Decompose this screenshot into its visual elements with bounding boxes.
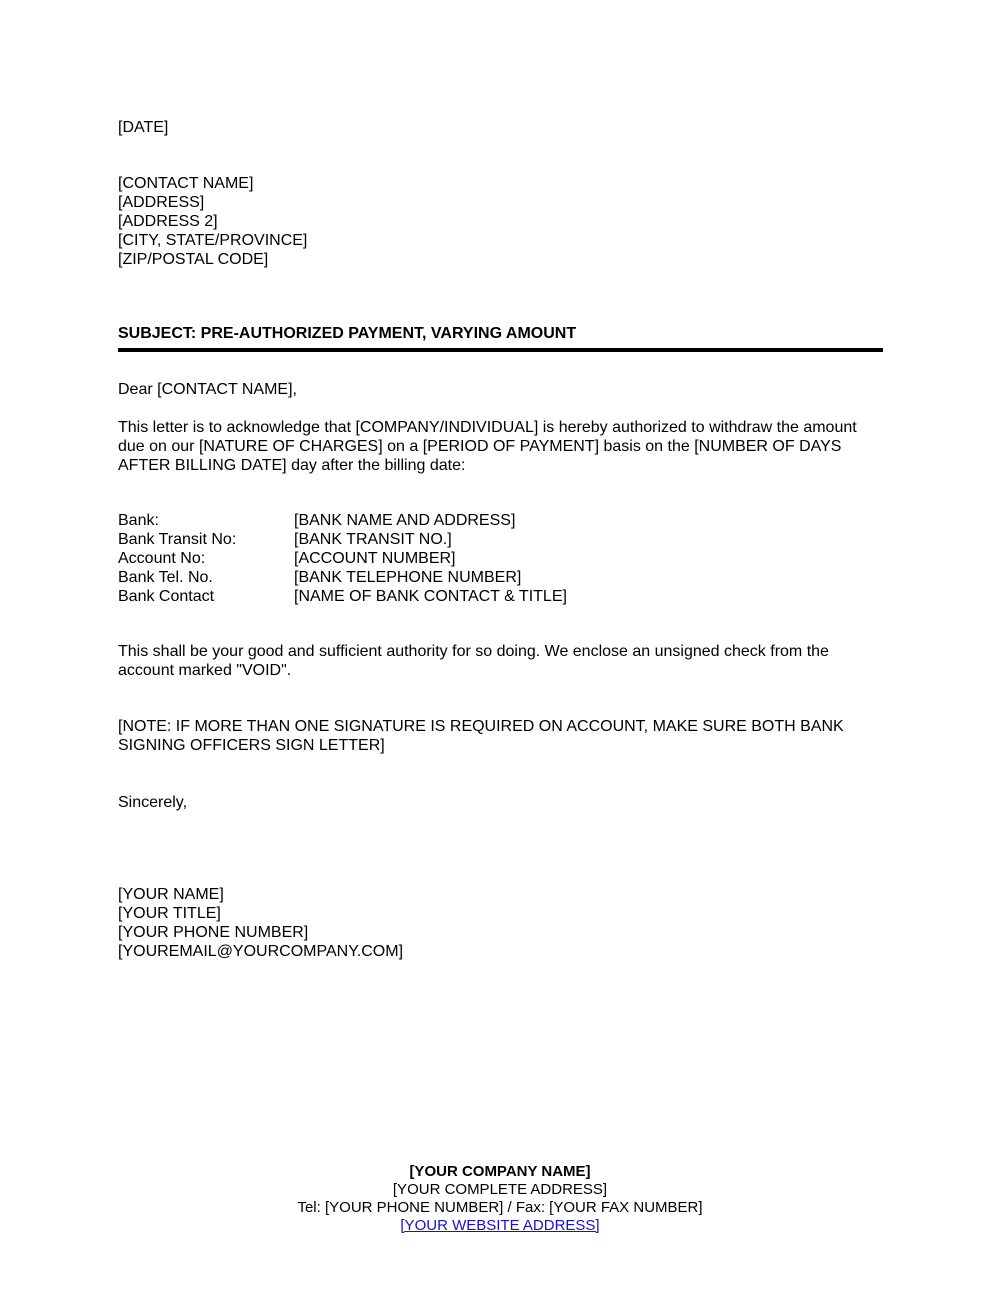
footer-website-link[interactable]: [YOUR WEBSITE ADDRESS] (400, 1217, 600, 1234)
bank-value: [BANK TRANSIT NO.] (294, 531, 452, 548)
paragraph-line: account marked "VOID". (118, 662, 292, 679)
letter-date: [DATE] (118, 119, 169, 136)
bank-value: [ACCOUNT NUMBER] (294, 550, 456, 567)
closing: Sincerely, (118, 794, 188, 811)
recipient-zip: [ZIP/POSTAL CODE] (118, 251, 269, 268)
bank-label: Bank Contact (118, 588, 215, 605)
recipient-contact-name: [CONTACT NAME] (118, 175, 254, 192)
recipient-address (118, 174, 888, 269)
bank-label: Bank: (118, 512, 159, 529)
bank-row (118, 587, 888, 606)
recipient-address2-line: [ADDRESS 2] (118, 213, 218, 230)
bank-label: Bank Transit No: (118, 531, 237, 548)
signature-name: [YOUR NAME] (118, 886, 224, 903)
note-line: [NOTE: IF MORE THAN ONE SIGNATURE IS REQUIRED ON ACCOUNT, MAKE SURE BOTH BANK (118, 718, 844, 735)
bank-row (118, 549, 888, 568)
signature-note (118, 717, 888, 755)
subject-divider (118, 348, 883, 352)
footer-address: [YOUR COMPLETE ADDRESS] (392, 1181, 608, 1198)
paragraph-line: AFTER BILLING DATE] day after the billing date: (118, 457, 466, 474)
note-line: SIGNING OFFICERS SIGN LETTER] (118, 737, 385, 754)
salutation: Dear [CONTACT NAME], (118, 381, 297, 398)
bank-value: [BANK NAME AND ADDRESS] (294, 512, 516, 529)
bank-row (118, 511, 888, 530)
letter-subject: SUBJECT: PRE-AUTHORIZED PAYMENT, VARYING AMOUNT (118, 325, 577, 342)
bank-details (118, 511, 888, 606)
bank-row (118, 530, 888, 549)
signature-email: [YOUREMAIL@YOURCOMPANY.COM] (118, 943, 404, 960)
bank-value: [NAME OF BANK CONTACT & TITLE] (294, 588, 567, 605)
recipient-address-line: [ADDRESS] (118, 194, 205, 211)
paragraph-line: This shall be your good and sufficient authority for so doing. We enclose an unsigned check from the (118, 643, 829, 660)
bank-label: Account No: (118, 550, 206, 567)
bank-label: Bank Tel. No. (118, 569, 213, 586)
bank-row (118, 568, 888, 587)
footer-company-name: [YOUR COMPANY NAME] (409, 1163, 591, 1180)
letterhead-footer (0, 1163, 1000, 1235)
signature-block (118, 885, 888, 961)
paragraph-line: This letter is to acknowledge that [COMPANY/INDIVIDUAL] is hereby authorized to withdraw the amount (118, 419, 857, 436)
recipient-city-state: [CITY, STATE/PROVINCE] (118, 232, 308, 249)
paragraph-line: due on our [NATURE OF CHARGES] on a [PERIOD OF PAYMENT] basis on the [NUMBER OF DAYS (118, 438, 842, 455)
bank-value: [BANK TELEPHONE NUMBER] (294, 569, 522, 586)
signature-phone: [YOUR PHONE NUMBER] (118, 924, 309, 941)
signature-title: [YOUR TITLE] (118, 905, 221, 922)
paragraph-authorization (118, 418, 888, 475)
footer-contact: Tel: [YOUR PHONE NUMBER] / Fax: [YOUR FAX NUMBER] (297, 1199, 703, 1216)
paragraph-authority (118, 642, 888, 680)
